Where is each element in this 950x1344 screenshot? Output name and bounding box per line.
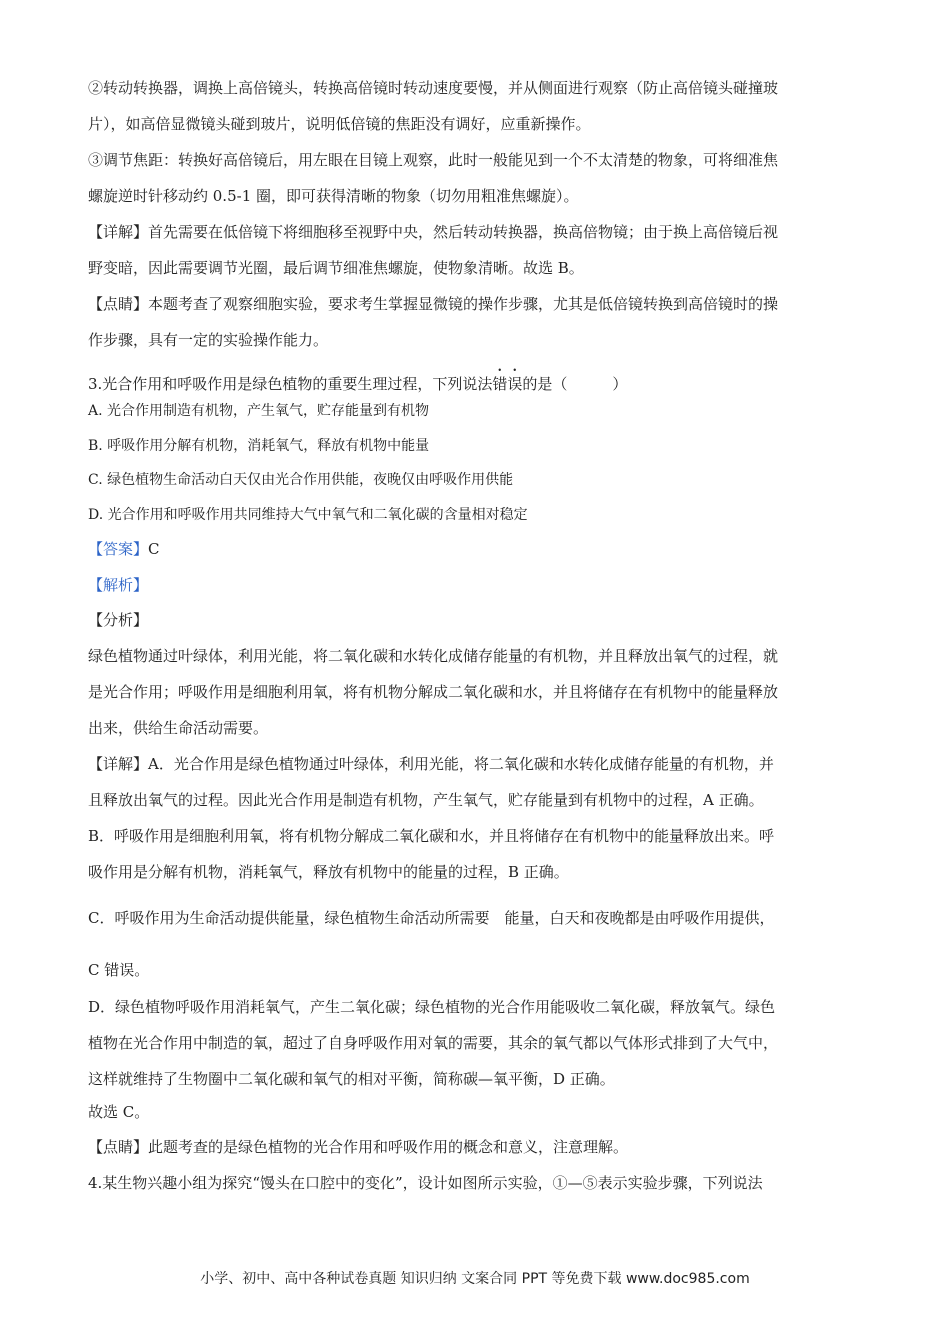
answer-value: C — [148, 540, 160, 558]
text-line: 【详解】首先需要在低倍镜下将细胞移至视野中央，然后转动转换器，换高倍物镜；由于换上高倍镜后视 — [88, 223, 779, 241]
question-3-emphasis: 错误 — [492, 375, 523, 393]
option-c: C. 绿色植物生命活动白天仅由光合作用供能，夜晚仅由呼吸作用供能 — [88, 472, 514, 488]
fenxi-line: 绿色植物通过叶绿体，利用光能，将二氧化碳和水转化成储存能量的有机物，并且释放出氧气的过程，就 — [88, 647, 779, 665]
page-footer: 小学、初中、高中各种试卷真题 知识归纳 文案合同 PPT 等免费下载 www.doc985.com — [200, 1271, 750, 1287]
detail-line: 这样就维持了生物圈中二氧化碳和氧气的相对平衡，简称碳—氧平衡，D 正确。 — [88, 1070, 615, 1088]
fenxi-line: 出来，供给生命活动需要。 — [88, 719, 269, 737]
analysis-label: 【解析】 — [88, 576, 149, 594]
text-line: ③调节焦距：转换好高倍镜后，用左眼在目镜上观察，此时一般能见到一个不太清楚的物象，可将细准焦 — [88, 151, 779, 169]
question-3-stem — [88, 366, 627, 394]
question-4-stem: 4.某生物兴趣小组为探究“馒头在口腔中的变化”，设计如图所示实验，①—⑤表示实验步骤，下列说法 — [88, 1174, 763, 1192]
question-3-stem-after: 的是（ ） — [522, 375, 628, 393]
detail-line: 【点睛】此题考查的是绿色植物的光合作用和呼吸作用的概念和意义，注意理解。 — [88, 1138, 629, 1156]
answer-line — [88, 539, 160, 559]
text-line: 螺旋逆时针移动约 0.5-1 圈，即可获得清晰的物象（切勿用粗准焦螺旋）。 — [88, 187, 579, 205]
detail-line: D．绿色植物呼吸作用消耗氧气，产生二氧化碳；绿色植物的光合作用能吸收二氧化碳，释放氧气。绿色 — [88, 998, 776, 1016]
detail-line: 且释放出氧气的过程。因此光合作用是制造有机物，产生氧气，贮存能量到有机物中的过程，A 正确。 — [88, 791, 764, 809]
text-line: 作步骤，具有一定的实验操作能力。 — [88, 331, 329, 349]
question-3-stem-before: 3.光合作用和呼吸作用是绿色植物的重要生理过程，下列说法 — [88, 375, 493, 393]
text-line: 片），如高倍显微镜头碰到玻片，说明低倍镜的焦距没有调好，应重新操作。 — [88, 115, 591, 133]
detail-line: 故选 C。 — [88, 1103, 150, 1121]
answer-label: 【答案】 — [88, 540, 149, 558]
option-a: A. 光合作用制造有机物，产生氧气，贮存能量到有机物 — [88, 403, 430, 419]
fenxi-line: 是光合作用；呼吸作用是细胞利用氧，将有机物分解成二氧化碳和水，并且将储存在有机物中的能量释放 — [88, 683, 779, 701]
detail-line: B．呼吸作用是细胞利用氧，将有机物分解成二氧化碳和水，并且将储存在有机物中的能量释放出来。呼 — [88, 827, 775, 845]
detail-line: 吸作用是分解有机物，消耗氧气，释放有机物中的能量的过程，B 正确。 — [88, 863, 569, 881]
fenxi-label: 【分析】 — [88, 611, 149, 629]
option-b: B. 呼吸作用分解有机物，消耗氧气，释放有机物中能量 — [88, 438, 430, 454]
text-line: 【点睛】本题考查了观察细胞实验，要求考生掌握显微镜的操作步骤，尤其是低倍镜转换到高倍镜时的操 — [88, 295, 779, 313]
detail-line: C．呼吸作用为生命活动提供能量，绿色植物生命活动所需要 能量，白天和夜晚都是由呼吸作用提供， — [88, 909, 775, 927]
detail-line: 【详解】A．光合作用是绿色植物通过叶绿体，利用光能，将二氧化碳和水转化成储存能量的有机物，并 — [88, 755, 774, 773]
option-d: D. 光合作用和呼吸作用共同维持大气中氧气和二氧化碳的含量相对稳定 — [88, 507, 528, 523]
text-line: ②转动转换器，调换上高倍镜头，转换高倍镜时转动速度要慢，并从侧面进行观察（防止高倍镜头碰撞玻 — [88, 79, 779, 97]
text-line: 野变暗，因此需要调节光圈，最后调节细准焦螺旋，使物象清晰。故选 B。 — [88, 259, 584, 277]
detail-line: 植物在光合作用中制造的氧，超过了自身呼吸作用对氧的需要，其余的氧气都以气体形式排到了大气中， — [88, 1034, 779, 1052]
detail-line: C 错误。 — [88, 961, 150, 979]
